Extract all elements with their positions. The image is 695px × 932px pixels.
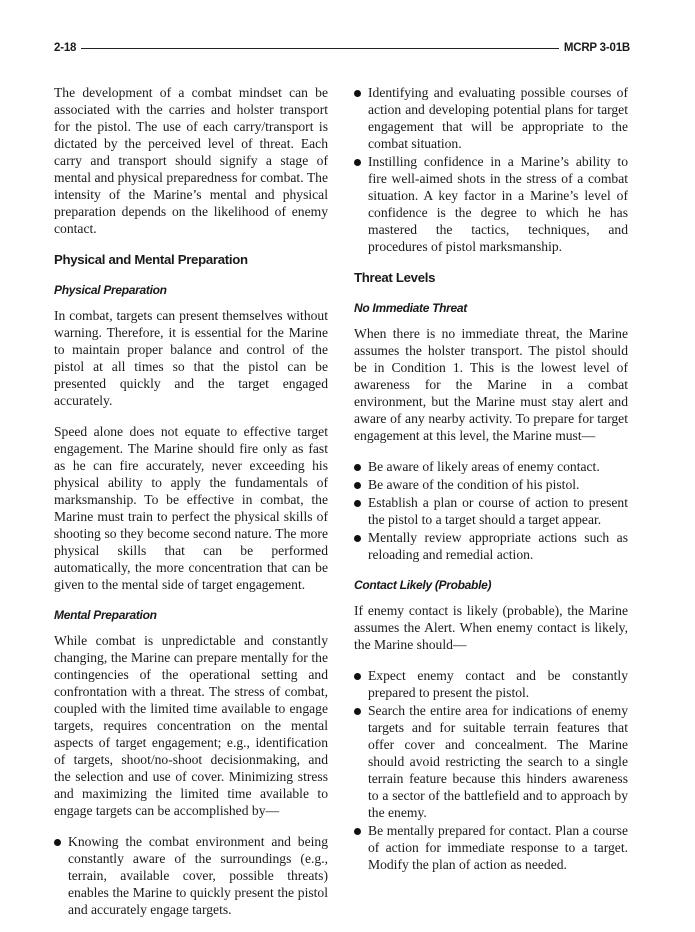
list-item: Be mentally prepared for contact. Plan a course of action for immediate response to a target. Modify the plan of action as needed. xyxy=(354,822,628,873)
section-heading-threat-levels: Threat Levels xyxy=(354,270,436,285)
list-item: Establish a plan or course of action to present the pistol to a target should a target appear. xyxy=(354,494,628,528)
list-item: Instilling confidence in a Marine’s ability to fire well-aimed shots in the stress of a combat situation. A key factor in a Marine’s level of confidence is the degree to which he has mastered the tactics, techniques, and procedures of pistol marksmanship. xyxy=(354,153,628,255)
subheading-mental: Mental Preparation xyxy=(54,608,157,622)
mental-bullet-list xyxy=(54,833,328,918)
right-column xyxy=(354,84,628,887)
bullet-icon xyxy=(354,828,361,835)
no-threat-paragraph: When there is no immediate threat, the Marine assumes the holster transport. The pistol should be in Condition 1. This is the lowest level of awareness for the Marine in a combat environment, but the Marine must stay alert and aware of any nearby activity. To prepare for target engagement at this level, the Marine must— xyxy=(354,326,628,443)
mental-paragraph-1: While combat is unpredictable and constantly changing, the Marine can prepare mentally for the contingencies of the operational setting and confrontation with a threat. The stress of combat, coupled with the limited time available to engage targets, requires concentration on the mental aspects of target engagement; e.g., identification of targets, shoot/no-shoot decisionmaking, and the selection and use of cover. Minimizing stress and maximizing the limited time available to engage targets can be accomplished by— xyxy=(54,633,328,818)
intro-paragraph: The development of a combat mindset can be associated with the carries and holster transport for the pistol. The use of each carry/transport is dictated by the perceived level of threat. Each carry and transport should signify a stage of mental and physical preparedness for combat. The intensity of the Marine’s mental and physical preparation depends on the likelihood of enemy contact. xyxy=(54,85,328,236)
subheading-no-immediate-threat: No Immediate Threat xyxy=(354,301,467,315)
section-heading-preparation: Physical and Mental Preparation xyxy=(54,252,248,267)
subheading-physical: Physical Preparation xyxy=(54,283,167,297)
bullet-icon xyxy=(354,464,361,471)
page-number: 2-18 xyxy=(54,42,77,54)
list-item: Be aware of the condition of his pistol. xyxy=(354,476,628,493)
header-rule xyxy=(81,48,559,49)
bullet-icon xyxy=(54,839,61,846)
physical-paragraph-1: In combat, targets can present themselves without warning. Therefore, it is essential for the Marine to maintain proper balance and control of the pistol at all times so that the pistol can be presented quickly and the target engaged accurately. xyxy=(54,308,328,408)
bullet-icon xyxy=(354,500,361,507)
bullet-icon xyxy=(354,482,361,489)
bullet-icon xyxy=(354,90,361,97)
list-item: Knowing the combat environment and being constantly aware of the surroundings (e.g., terrain, available cover, possible threats) enables the Marine to quickly present the pistol and accurately engage targets. xyxy=(54,833,328,918)
left-column xyxy=(54,84,328,932)
list-item: Expect enemy contact and be constantly prepared to present the pistol. xyxy=(354,667,628,701)
page-header xyxy=(54,40,630,56)
bullet-icon xyxy=(354,708,361,715)
list-item: Identifying and evaluating possible courses of action and developing potential plans for target engagement that will be appropriate to the combat situation. xyxy=(354,84,628,152)
bullet-icon xyxy=(354,159,361,166)
no-threat-bullet-list xyxy=(354,458,628,563)
subheading-contact-likely: Contact Likely (Probable) xyxy=(354,578,492,592)
bullet-icon xyxy=(354,673,361,680)
list-item: Mentally review appropriate actions such as reloading and remedial action. xyxy=(354,529,628,563)
bullet-icon xyxy=(354,535,361,542)
list-item: Search the entire area for indications of enemy targets and for suitable terrain features that offer cover and concealment. The Marine should avoid restricting the search to a single terrain feature because this hinders awareness to a sector of the battlefield and to approach by the enemy. xyxy=(354,702,628,821)
contact-likely-bullet-list xyxy=(354,667,628,873)
physical-paragraph-2: Speed alone does not equate to effective target engagement. The Marine should fire only as fast as he can fire accurately, never exceeding his physical ability to apply the fundamentals of marksmanship. To be effective in combat, the Marine must train to perfect the physical skills of shooting so they become second nature. The more physical skills that can be performed automatically, the more concentration that can be given to the mental side of target engagement. xyxy=(54,424,328,592)
list-item: Be aware of likely areas of enemy contact. xyxy=(354,458,628,475)
document-id: MCRP 3-01B xyxy=(563,42,630,54)
contact-likely-paragraph: If enemy contact is likely (probable), the Marine assumes the Alert. When enemy contact is likely, the Marine should— xyxy=(354,603,628,652)
mental-bullet-list-continued xyxy=(354,84,628,255)
